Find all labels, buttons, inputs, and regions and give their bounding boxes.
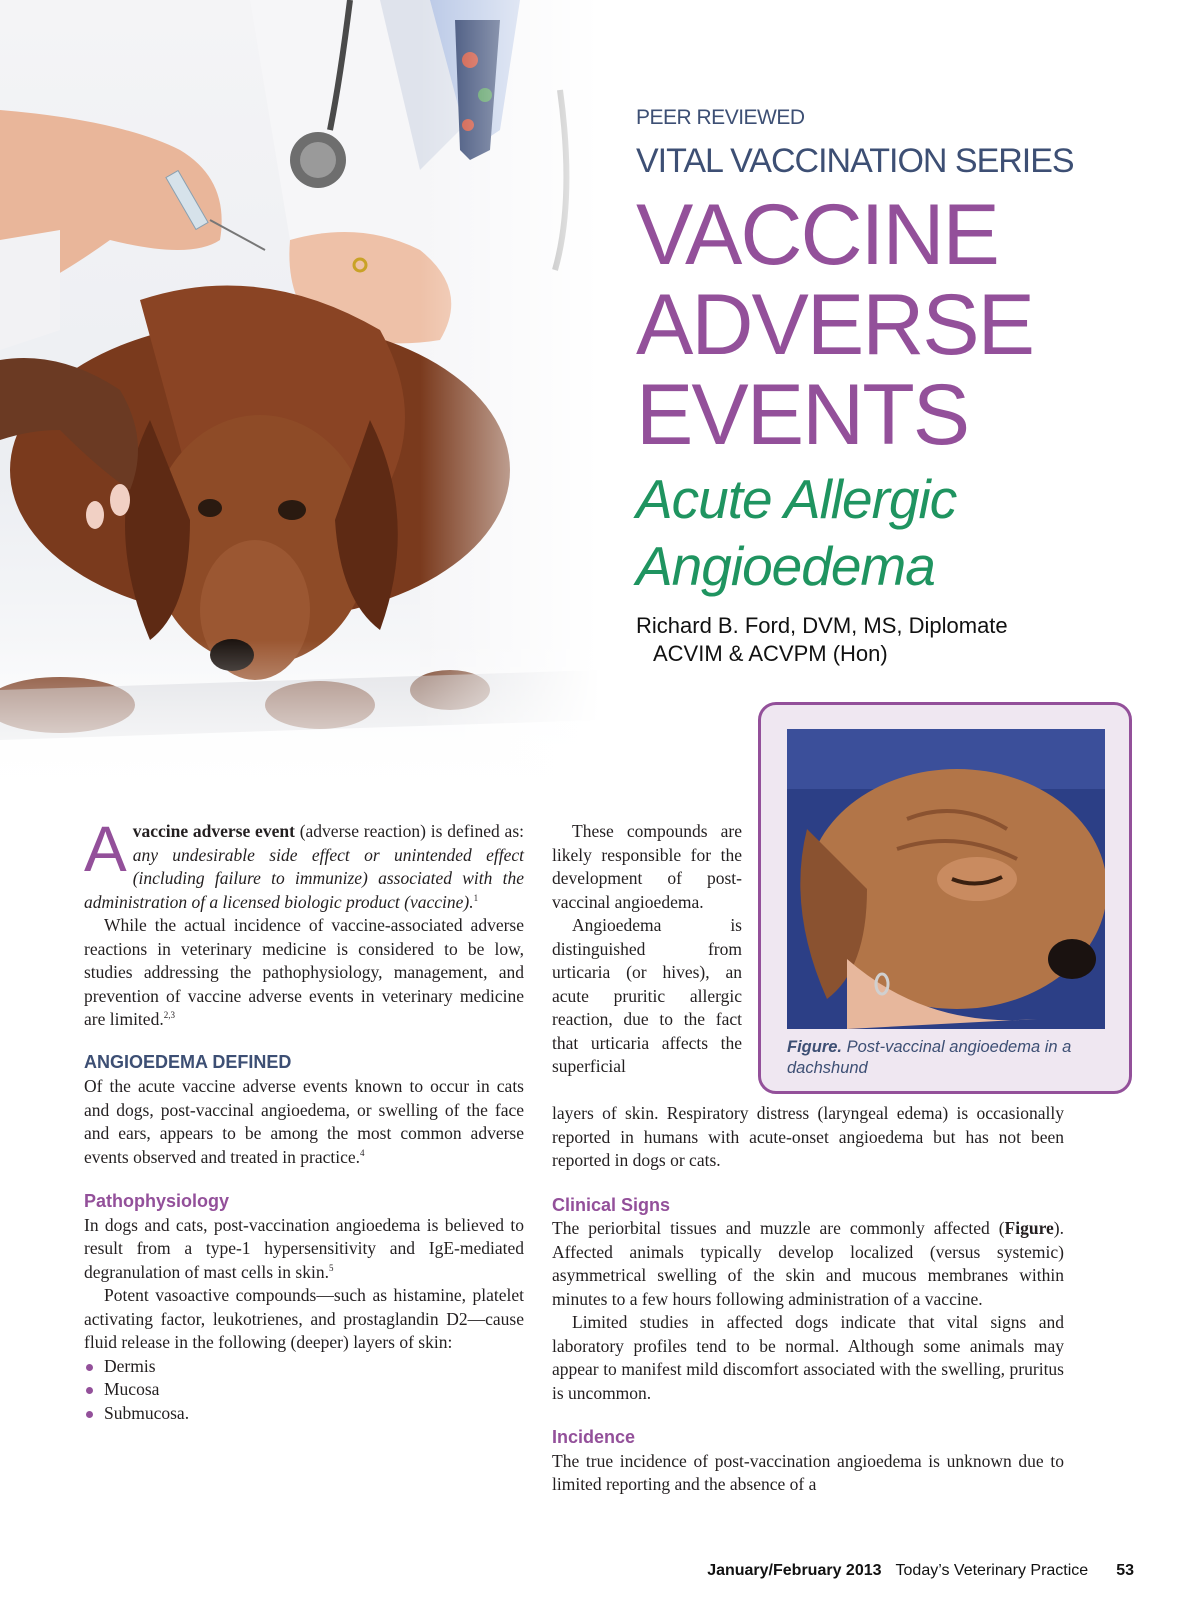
bullet-list (84, 1355, 524, 1426)
intro-text: (adverse reaction) is defined as: (294, 821, 524, 841)
article-subtitle (636, 466, 956, 600)
page-number: 53 (1116, 1562, 1134, 1579)
reference: 5 (328, 1262, 334, 1273)
hero-photo (0, 0, 600, 800)
intro-definition: any undesirable side effect or unintended effect (including failure to immunize) associated with the administration of a licensed biologic product (vaccine). (84, 844, 524, 912)
intro-paragraph (84, 813, 524, 914)
list-item: Mucosa (84, 1378, 524, 1402)
subsection-heading: Clinical Signs (552, 1194, 671, 1215)
body-paragraph: layers of skin. Respiratory distress (laryngeal edema) is occasionally reported in humans with acute-onset angioedema but has not been reported in dogs or cats. (552, 1103, 1064, 1170)
kicker: PEER REVIEWED (636, 106, 805, 129)
figure-box (758, 702, 1132, 1094)
author-line: ACVIM & ACVPM (Hon) (653, 641, 888, 666)
subtitle-line: Acute Allergic (636, 468, 957, 530)
magazine-name: Today’s Veterinary Practice (895, 1562, 1089, 1579)
reference: 2,3 (163, 1010, 175, 1021)
body-paragraph: Limited studies in affected dogs indicate that vital signs and laboratory profiles tend to be normal. Although some animals may appear to manifest mild discomfort associated with the swelling, pruritus is uncommon. (552, 1312, 1064, 1403)
subtitle-line: Angioedema (636, 535, 935, 597)
reference: 1 (473, 892, 479, 903)
body-paragraph: The periorbital tissues and muzzle are commonly affected (Figure). Affected animals typically develop localized (versus systemic) asymmetrical swelling of the skin and mucous membranes within minutes to a few hours following administration of a vaccine. (552, 1218, 1064, 1309)
figure-label: Figure. (787, 1038, 843, 1056)
intro-bold-term: vaccine adverse event (132, 821, 295, 841)
list-item: Dermis (84, 1355, 524, 1379)
series-title: VITAL VACCINATION SERIES (636, 142, 1074, 180)
body-paragraph: The true incidence of post-vaccination angioedema is unknown due to limited reporting and the absence of a (552, 1450, 1064, 1494)
subsection-heading: Pathophysiology (84, 1191, 230, 1211)
body-paragraph: Angioedema is distinguished from urticaria (or hives), an acute pruritic allergic reaction, due to the fact that urticaria affects the superficial (552, 915, 742, 1076)
body-paragraph: Of the acute vaccine adverse events known to occur in cats and dogs, post-vaccinal angioedema, or swelling of the face and ears, appears to be among the most common adverse events observed and treated in practice.$^4$ (84, 1076, 524, 1167)
figure-photo-dachshund-angioedema (787, 729, 1105, 1029)
column-1 (84, 813, 524, 1425)
title-line: VACCINE (636, 187, 998, 283)
page-footer (707, 1562, 1134, 1580)
body-paragraph: While the actual incidence of vaccine-associated adverse reactions in veterinary medicine is considered to be low, studies addressing the pathophysiology, management, and prevention of vaccine adverse events in veterinary medicine are limited.$^{2,3}$ (84, 915, 524, 1029)
figure-caption-text: Post-vaccinal angioedema in a dachshund (787, 1038, 1072, 1077)
drop-cap: A (84, 813, 127, 885)
figure-reference: Figure (1004, 1218, 1054, 1238)
list-item: Submucosa. (84, 1402, 524, 1426)
reference: 4 (359, 1147, 365, 1158)
author-byline (636, 612, 1008, 668)
author-line: Richard B. Ford, DVM, MS, Diplomate (636, 613, 1008, 638)
body-paragraph: In dogs and cats, post-vaccination angioedema is believed to result from a type-1 hypersensitivity and IgE-mediated degranulation of mast cells in skin.$^5$ (84, 1214, 524, 1282)
figure-caption (787, 1037, 1109, 1079)
issue-date: January/February 2013 (707, 1562, 882, 1579)
column-3 (552, 1102, 1064, 1497)
title-line: EVENTS (636, 367, 969, 463)
body-paragraph: These compounds are likely responsible for the development of post-vaccinal angioedema. (552, 821, 742, 912)
article-title (636, 187, 1034, 463)
subsection-heading: Incidence (552, 1427, 636, 1447)
body-paragraph: Potent vasoactive compounds—such as histamine, platelet activating factor, leukotrienes, and prostaglandin D2—cause fluid release in the following (deeper) layers of skin: (84, 1285, 524, 1352)
section-heading: ANGIOEDEMA DEFINED (84, 1051, 292, 1072)
title-line: ADVERSE (636, 277, 1034, 373)
column-2 (552, 820, 742, 1079)
